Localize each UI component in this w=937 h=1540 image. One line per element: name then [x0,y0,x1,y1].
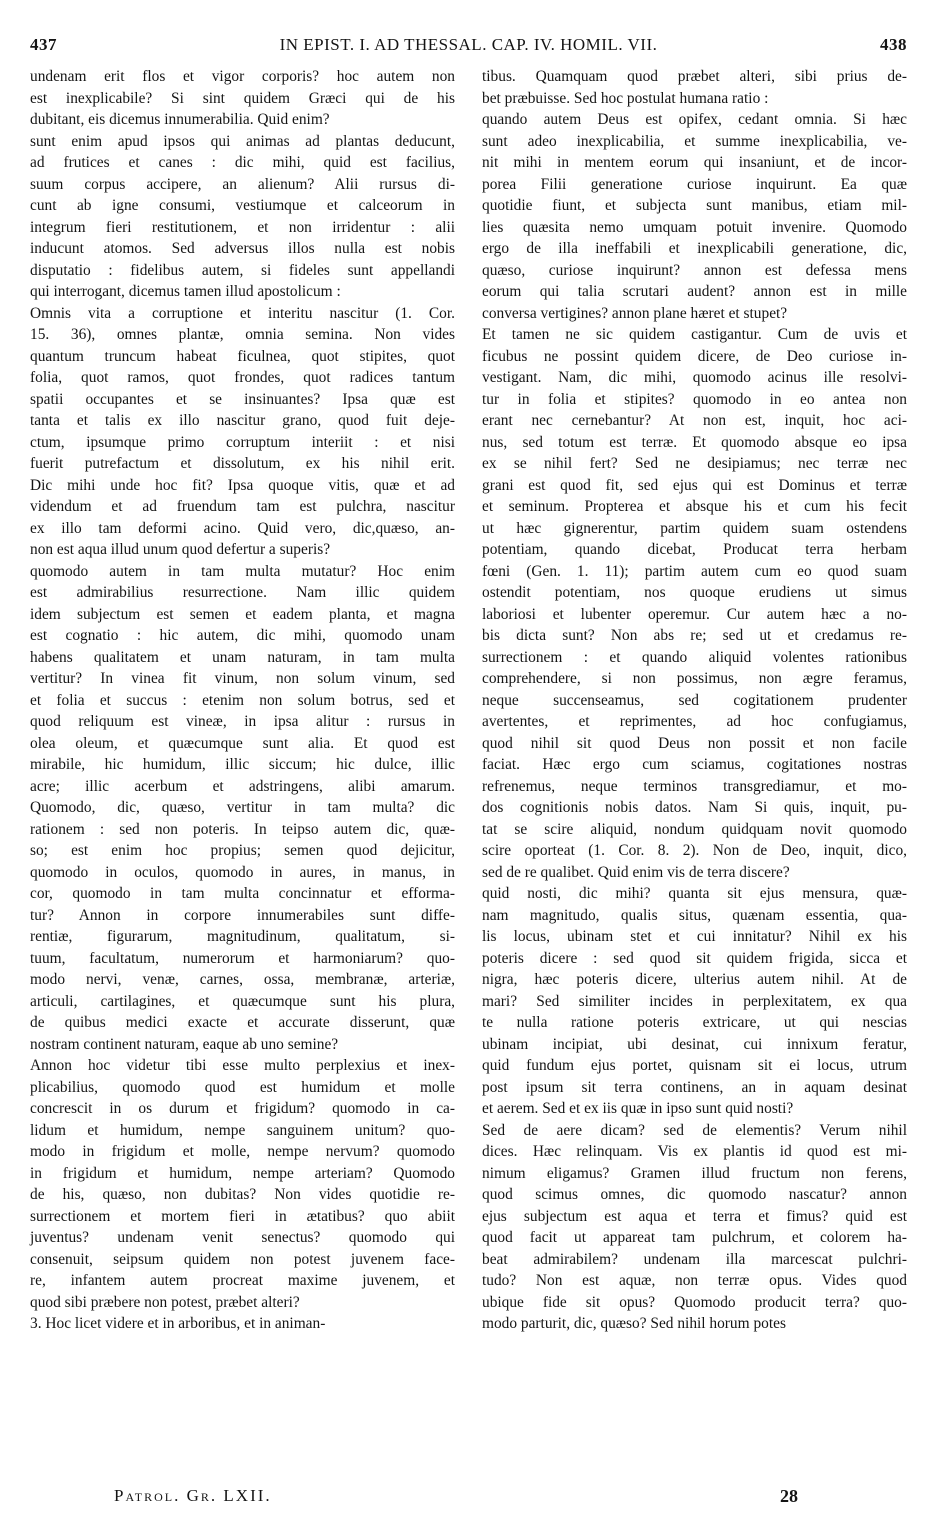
text-line: modo nervi, venæ, carnes, ossa, membranæ, arteriæ, [30,971,455,988]
text-line: bet præbuisse. Sed hoc postulat humana ratio : [482,89,769,107]
text-line: beat admirabilem? undenam illa marcescat pulchri- [482,1250,907,1268]
text-line: dices. Hæc relinquam. Vis ex plantis id quod est mi- [482,1143,907,1160]
text-line: grani est quod fit, sed ejus qui est Dominus et terræ [482,476,907,494]
left-text-column [30,66,455,1335]
text-line: concrescit in os durum et frigidum? quomodo in ca- [30,1100,455,1117]
running-header [30,32,907,58]
text-line: et folia et succus : etenim non solum botrus, sed et [30,691,455,709]
text-line: te nulla ratione poteris extricare, ut qui nescias [482,1014,907,1031]
text-line: comprehendere, si non possimus, non ægre feramus, [482,670,907,687]
text-line: Et tamen ne sic quidem castigantur. Cum de uvis et [482,326,907,343]
text-line: modo parturit, dic, quæso? Sed nihil horum potes [482,1315,786,1332]
text-line: ficubus ne possint quidem dicere, de Deo curiose in- [482,347,907,365]
text-line: 3. Hoc licet videre et in arboribus, et in animan- [30,1315,326,1332]
text-line: olea oleum, et quæcumque sunt alia. Et quod est [30,734,455,752]
text-line: sunt enim apud ipsos qui animas ad plantas deducunt, [30,132,455,150]
sheet-number: 28 [780,1486,798,1506]
text-line: ergo de illa ineffabili et inexplicabili generatione, dic, [482,240,907,257]
text-line: spatii occupantes et se insinuantes? Ipsa quæ est [30,390,455,408]
page-number-left: 437 [30,35,57,54]
text-line: quæso, curiose inquirunt? annon est defessa mens [482,261,907,279]
text-line: faciat. Hæc ergo cum sciamus, cogitationes nostras [482,756,907,773]
text-line: habens qualitatem et unam naturam, in tam multa [30,648,455,666]
text-line: so; est enim hoc propius; semen quod dejicitur, [30,842,455,859]
text-line: ex se nihil fert? Sed ne desipiamus; nec terræ nec [482,455,907,472]
text-line: avertentes, et reprimentes, ad hoc confugiamus, [482,713,907,730]
text-line: lies quæsita nemo umquam potuit invenire. Quomodo [482,218,907,236]
text-line: post ipsum sit terra continens, an in aquam desinat [482,1078,907,1096]
text-line: ut hæc gignerentur, partim quidem suam ostendens [482,519,907,537]
text-line: quando autem Deus est opifex, cedant omnia. Si hæc [482,111,907,128]
text-line: modo in frigidum et molle, nempe nervum? quomodo [30,1143,455,1160]
text-line: surrectionem : et quando aliquid volentes rationibus [482,648,907,666]
text-line: de his, quæso, non dubitas? Non vides quotidie re- [30,1186,455,1203]
text-line: potentiam, quando dicebat, Producat terra herbam [482,541,907,558]
text-line: quotidie fiunt, et subjecta sunt manibus, etiam mil- [482,197,907,214]
text-line: est admirabilius resurrectione. Nam illic quidem [30,584,455,601]
text-line: consenuit, seipsum quidem non potest juvenem face- [30,1250,455,1268]
text-line: fœni (Gen. 1. 11); partim autem cum eo quod suam [482,562,907,580]
text-line: articuli, cartilagines, et quæcumque sunt his plura, [30,992,455,1010]
text-line: in frigidum et humidum, nempe arteriam? Quomodo [30,1164,455,1182]
text-line: juventus? undenam venit senectus? quomodo qui [30,1229,455,1246]
text-line: quantum truncum habeat ficulnea, quot stipites, quot [30,347,455,365]
text-line: sunt adeo inexplicabilia, et summe inexplicabilia, ve- [482,132,907,150]
text-line: inducunt atomos. Sed adversus illos nulla est nobis [30,240,455,257]
text-line: Dic mihi unde hoc fit? Ipsa quoque vitis, quæ et ad [30,476,455,494]
text-line: quomodo autem in tam multa mutatur? Hoc enim [30,562,455,580]
text-line: cor, quomodo in tam multa concinnatur et efforma- [30,885,455,902]
text-line: eorum qui talia scrutari audent? annon est in mille [482,283,907,300]
text-line: quomodo in oculos, quomodo in aures, in manus, in [30,863,455,881]
text-line: ubinam incipiat, ubi desinat, cui innixum feratur, [482,1035,907,1053]
text-line: scire oporteat (1. Cor. 8. 2). Non de Deo, inquit, dico, [482,842,907,859]
text-line: tudo? Non est aquæ, non terræ opus. Vides quod [482,1272,907,1289]
text-line: tanta et talis ex illo nascitur grano, quod fuit deje- [30,412,455,429]
text-line: ex illo tam deformi acino. Quid vero, dic,quæso, an- [30,519,455,537]
text-line: quod nihil sit quod Deus non possit et non facile [482,734,907,752]
text-line: nostram continent naturam, eaque ab uno semine? [30,1035,339,1053]
text-line: tuum, facultatum, numerorum et harmoniarum? quo- [30,949,455,967]
text-line: tur in folia et stipites? quomodo in eo antea non [482,390,907,408]
text-line: dubitant, eis dicemus innumerabilia. Quid enim? [30,111,330,128]
text-line: cunt ab igne consumi, vestiumque et calceorum in [30,197,455,214]
text-line: Sed de aere dicam? sed de elementis? Verum nihil [482,1121,907,1139]
text-line: qui interrogant, dicemus tamen illud apostolicum : [30,283,341,300]
text-line: rationem : sed non poteris. In teipso autem dic, quæ- [30,820,455,838]
text-line: re, infantem autem procreat maxime juvenem, et [30,1272,455,1289]
text-line: Quomodo, dic, quæso, vertitur in tam multa? dic [30,799,455,816]
text-line: quod scimus omnes, dic quomodo nascatur? annon [482,1186,907,1203]
text-line: ostendit potentiam, nos quoque erudiens ut simus [482,584,907,601]
text-line: erant nec cernebantur? At non est, inquit, hoc aci- [482,412,907,429]
running-title: IN EPIST. I. AD THESSAL. CAP. IV. HOMIL. VII. [279,35,658,54]
text-line: poteris dicere : sed quod sit quidem frigida, sicca et [482,949,907,967]
text-line: ejus subjectum est aqua et terra et fimus? quid est [482,1207,907,1225]
text-line: Annon hoc videtur tibi esse multo perplexius et inex- [30,1057,455,1074]
text-line: vestigant. Nam, dic mihi, quomodo acinus ille resolvi- [482,369,907,386]
text-line: conversa vertigines? annon plane hæret et stupet? [482,304,788,322]
text-line: fuerit putrefactum et dissolutum, ex his nihil erit. [30,455,455,472]
text-line: quid nosti, dic mihi? quanta sit ejus mensura, quæ- [482,885,907,902]
text-line: ctum, ipsumque primo corruptum interiit : et nisi [30,433,455,451]
text-line: quod facit ut appareat tam pulchrum, et colorem ha- [482,1229,907,1246]
text-line: non est aqua illud unum quod defertur a superis? [30,541,331,558]
text-line: nus, sed totum est terræ. Et quomodo absque eo ipsa [482,433,907,451]
text-line: plicabilius, quomodo quod est humidum et molle [30,1078,455,1096]
text-line: quid fundum ejus portet, quisnam sit ei locus, utrum [482,1057,907,1074]
text-line: tibus. Quamquam quod præbet alteri, sibi prius de- [482,68,907,85]
text-line: acre; illic acerbum et adstringens, alibi amarum. [30,777,455,795]
page-footer [30,1483,907,1509]
text-line: vertitur? In vinea fit vinum, non solum vinum, sed [30,670,455,687]
text-line: et seminum. Propterea et absque his et cum his fecit [482,498,907,515]
text-line: videndum et ad fruendum tam est pulchra, nascitur [30,498,455,515]
text-line: undenam erit flos et vigor corporis? hoc autem non [30,68,455,85]
text-line: tat se scire aliquid, nondum quidquam novit quomodo [482,820,907,838]
text-line: refrenemus, neque terminos transgrediamur, et mo- [482,777,907,795]
text-line: nam magnitudo, qualis situs, quænam essentia, qua- [482,906,907,924]
text-line: bis dicta sunt? Non abs re; sed ut et credamus re- [482,627,907,644]
right-text-column [482,66,907,1335]
text-line: folia, quot ramos, quot frondes, quot radices tantum [30,369,455,386]
text-line: nimum eligamus? Gramen illud fructum non ferens, [482,1164,907,1182]
text-line: idem subjectum est semen et eadem planta, et magna [30,605,455,623]
text-line: et aerem. Sed et ex iis quæ in ipso sunt quid nosti? [482,1100,794,1117]
text-line: est cognatio : hic autem, dic mihi, quomodo unam [30,627,455,644]
text-line: integrum fieri restitutionem, et non irridentur : alii [30,218,455,236]
text-line: nit mihi in mentem eorum qui insaniunt, et de incor- [482,154,907,171]
text-line: nigra, hæc poteris dicere, ulterius autem nihil. At de [482,971,907,988]
text-line: ubique fide sit opus? Quomodo producit terra? quo- [482,1293,907,1311]
page-number-right: 438 [880,35,907,54]
text-line: quod sibi præbere non potest, præbet alteri? [30,1293,300,1311]
text-line: neque succenseamus, sed cogitationem prudenter [482,691,907,709]
text-line: ad frutices et canes : dic mihi, quid est facilius, [30,154,455,171]
printer-signature: Patrol. Gr. LXII. [114,1486,272,1505]
text-line: surrectionem et mortem fieri in ætatibus? quo abiit [30,1207,455,1225]
text-line: lis locus, ubinam stet et cui innitatur? Nihil ex his [482,928,907,945]
text-line: 15. 36), omnes plantæ, omnia semina. Non vides [30,326,455,343]
text-line: lidum et humidum, nempe sanguinem unitum? quo- [30,1121,455,1139]
text-line: suum corpus accipere, an alienum? Alii rursus di- [30,175,455,193]
text-line: porea Filii generatione curiose inquirunt. Ea quæ [482,175,907,193]
text-line: sed de re qualibet. Quid enim vis de terra discere? [482,863,790,881]
text-line: de quibus medici exacte et accurate disserunt, quæ [30,1014,455,1031]
text-line: est inexplicabile? Si sint quidem Græci qui de his [30,89,455,107]
text-line: mirabile, hic humidum, illic siccum; hic dulce, illic [30,756,455,773]
text-line: rentiæ, figurarum, magnitudinum, qualitatum, si- [30,928,455,945]
text-line: mari? Sed similiter incides in perplexitatem, ex qua [482,992,907,1010]
text-line: laboriosi et lubenter operemur. Cur autem hæc a no- [482,605,907,623]
text-line: disputatio : fidelibus autem, si fideles sunt appellandi [30,261,455,279]
text-line: quod reliquum est vineæ, in ipsa alitur : rursus in [30,713,455,730]
text-line: dos cognitionis nobis datos. Nam Si quis, inquit, pu- [482,799,907,816]
text-line: tur? Annon in corpore innumerabiles sunt diffe- [30,906,455,924]
text-line: Omnis vita a corruptione et interitu nascitur (1. Cor. [30,304,455,322]
